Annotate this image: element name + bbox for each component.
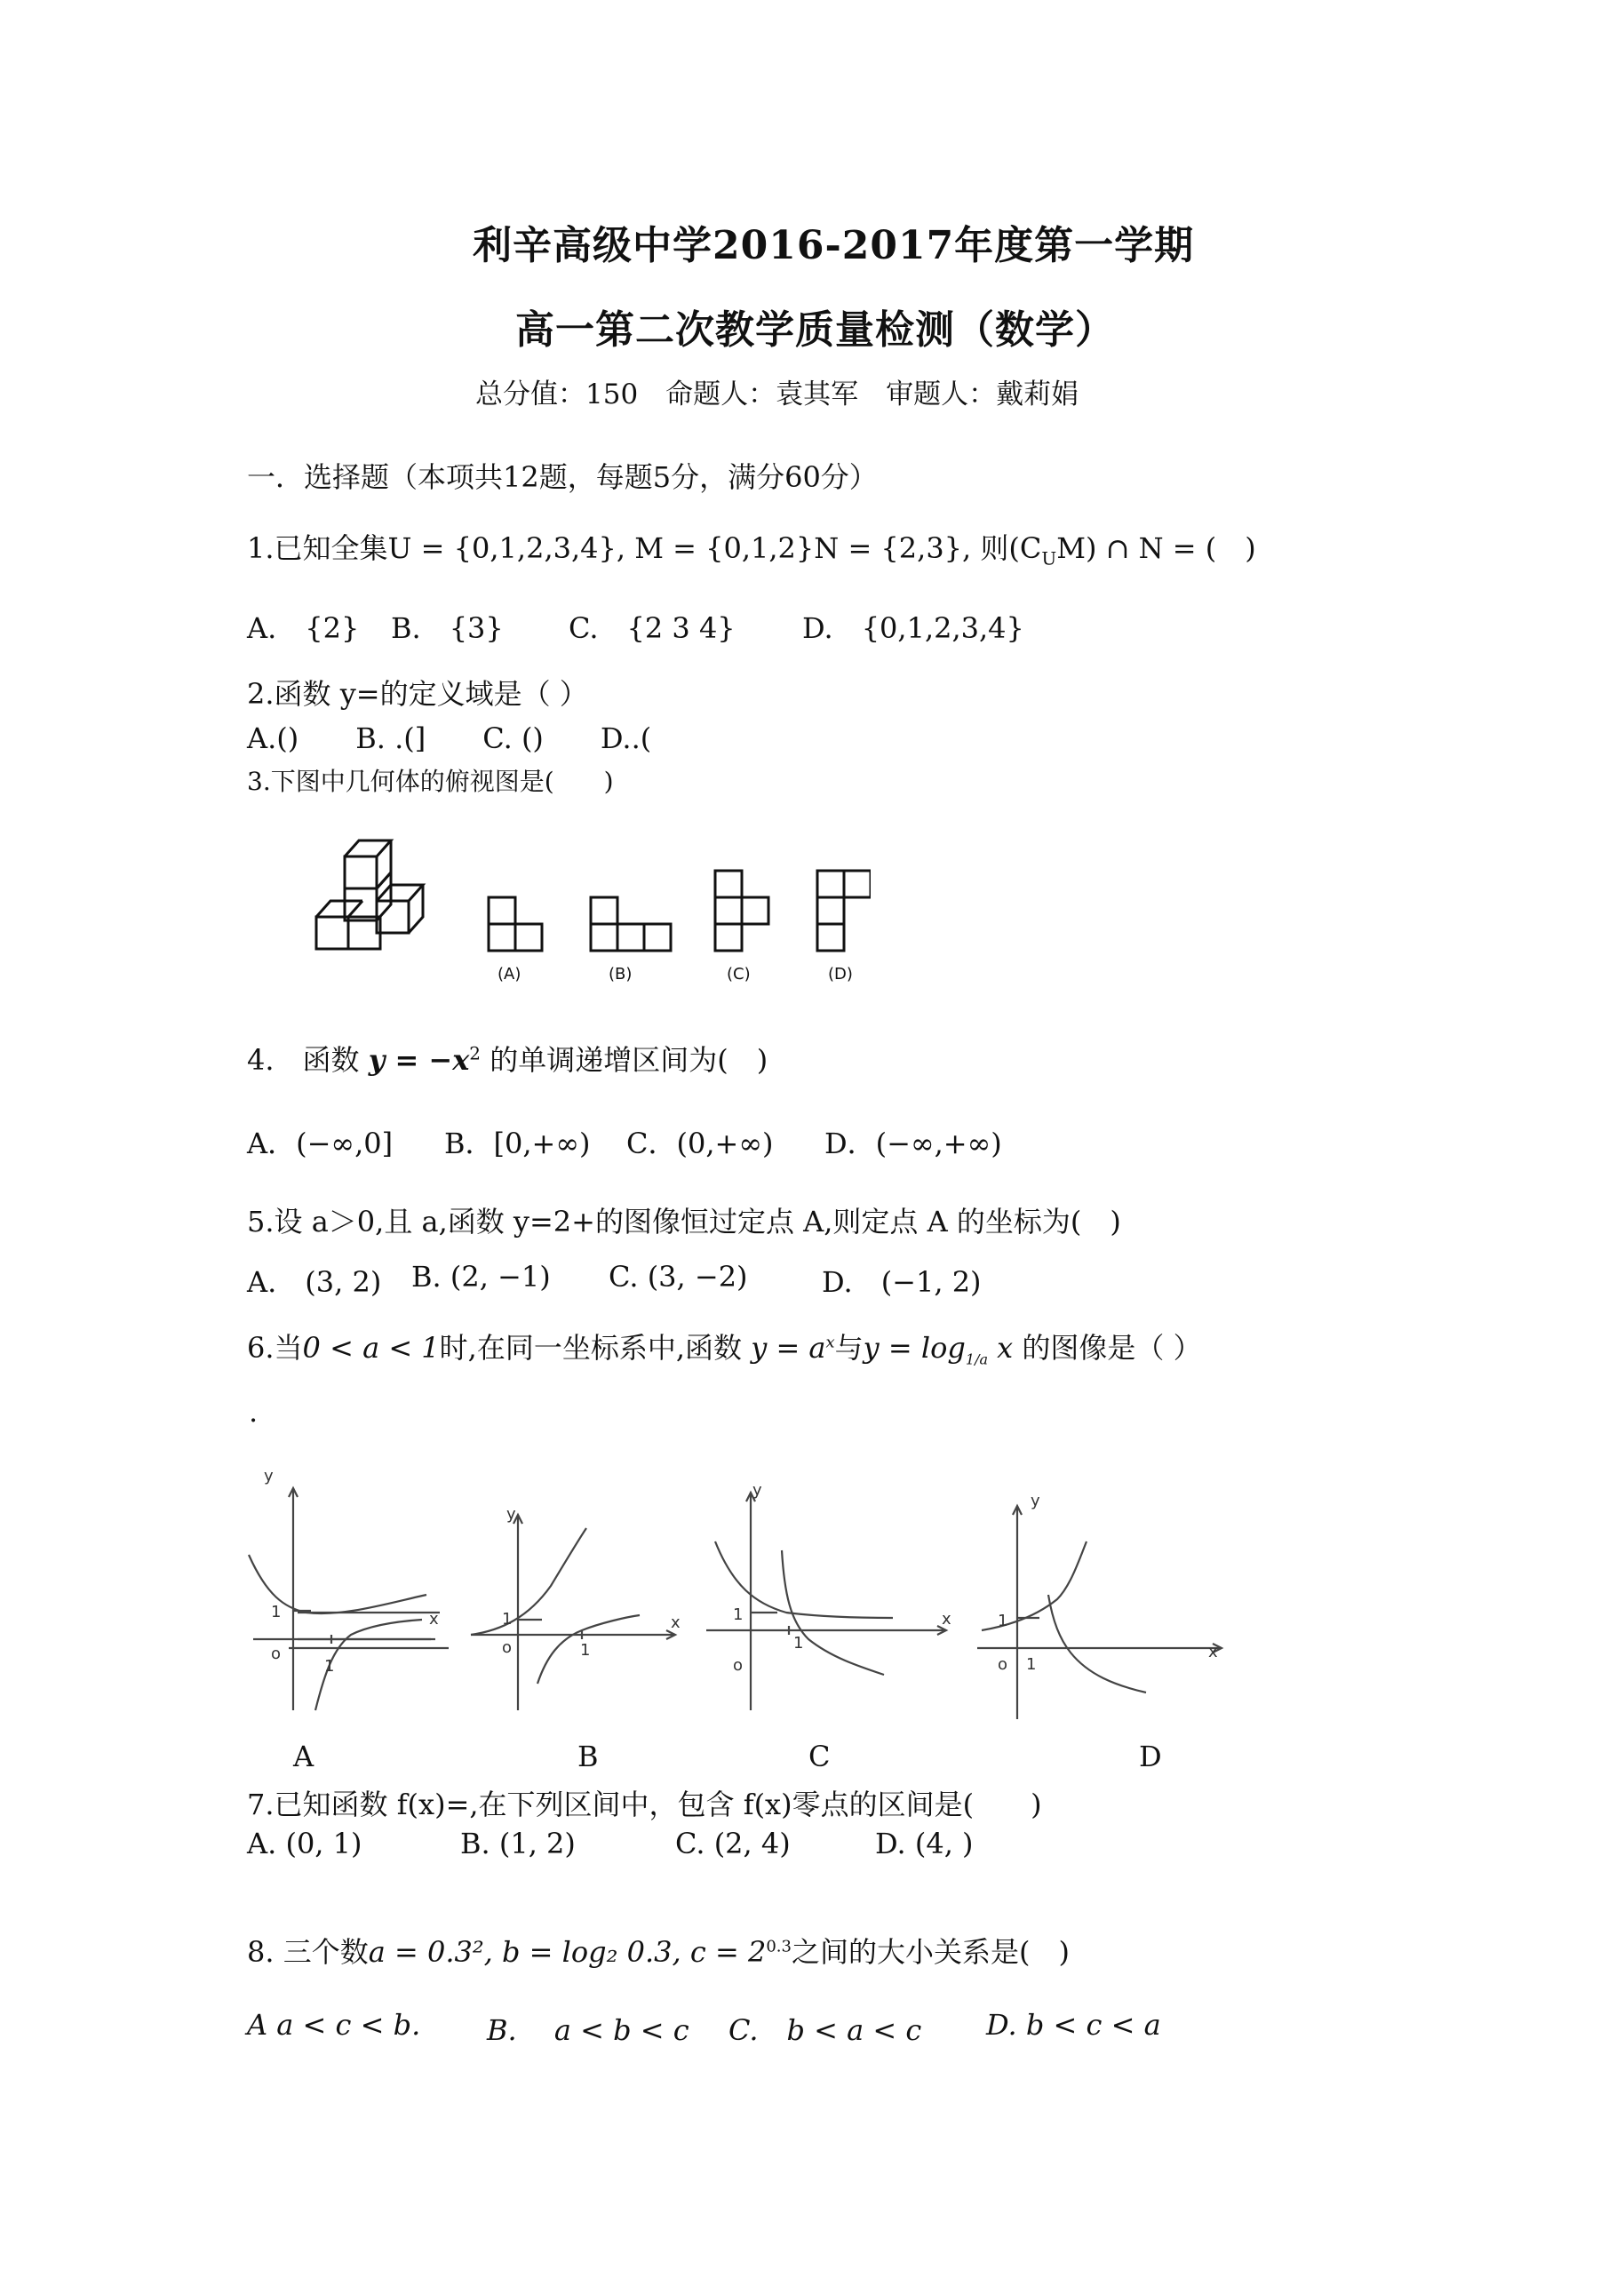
q8-option-b: B. a < b < c [487, 2013, 689, 2047]
q6-d-origin: o [998, 1655, 1008, 1674]
q6-a-axis-y: y [264, 1467, 274, 1486]
q6-c-axis-y: y [752, 1481, 762, 1500]
question-8-stem-pre: 8. 三个数 [247, 1935, 369, 1969]
question-4-stem-post: 的单调递增区间为( ) [481, 1043, 768, 1077]
q6-a-one-y: 1 [271, 1603, 282, 1621]
q6-label-a: A [293, 1740, 314, 1773]
question-4-formula: y = −x [368, 1043, 470, 1077]
question-2-options: A.() B. .(] C. () D..( [247, 721, 652, 755]
question-6-stem-mid: 时,在同一坐标系中,函数 [439, 1331, 752, 1365]
q6-c-origin: o [733, 1656, 744, 1675]
question-6-cond: 0 < a < 1 [302, 1331, 440, 1365]
question-1-stem-end: M) ∩ N = ( ) [1056, 531, 1256, 565]
q7-option-a: A. (0, 1) [247, 1827, 362, 1860]
q3-label-b: (B) [609, 965, 633, 984]
q6-label-c: C [808, 1740, 831, 1773]
q5-option-d: D. (−1, 2) [822, 1265, 982, 1299]
q8-option-c: C. b < a < c [728, 2013, 922, 2047]
exam-meta: 总分值：150 命题人：袁其军 审题人：戴莉娟 [475, 378, 1079, 410]
question-4 [247, 1038, 768, 1079]
q6-graph-d [977, 1506, 1222, 1719]
q6-b-one-x: 1 [580, 1641, 591, 1660]
q4-option-c: C．(0,+∞) [626, 1127, 774, 1160]
q6-graph-a [249, 1488, 449, 1710]
q7-option-b: B. (1, 2) [460, 1827, 576, 1860]
question-8-stem-post: 之间的大小关系是( ) [791, 1935, 1070, 1969]
q4-option-a: A．(−∞,0] [247, 1127, 394, 1160]
q6-b-one-y: 1 [502, 1610, 513, 1629]
question-6-f1-sup: x [825, 1333, 835, 1352]
question-1-stem: 1.已知全集U = {0,1,2,3,4}, M = {0,1,2}N = {2,3}, 则(C [247, 531, 1042, 565]
question-2-stem: 2.函数 y=的定义域是（ ） [247, 677, 588, 711]
q5-option-c: C. (3, −2) [609, 1260, 748, 1294]
q6-b-axis-y: y [506, 1505, 516, 1524]
question-3-stem: 3.下图中几何体的俯视图是( ) [247, 767, 614, 796]
q6-d-axis-y: y [1031, 1492, 1040, 1510]
question-8 [247, 1930, 1070, 1971]
q3-label-d: (D) [828, 965, 853, 984]
q3-option-c-view [715, 871, 768, 951]
q6-d-axis-x: x [1208, 1643, 1218, 1661]
q4-option-b: B．[0,+∞) [444, 1127, 591, 1160]
q8-option-d: D. b < c < a [986, 2008, 1161, 2042]
question-6-f2: y = log [863, 1331, 966, 1365]
page-title: 利辛高级中学2016-2017年度第一学期 [473, 223, 1195, 268]
q6-a-axis-x: x [429, 1610, 439, 1629]
q6-label-b: B [577, 1740, 599, 1773]
q5-option-a: A. (3, 2) [247, 1265, 382, 1299]
q3-figure [302, 835, 871, 995]
question-4-sup: 2 [469, 1042, 482, 1064]
question-6 [247, 1326, 1202, 1367]
question-6-dot: . [249, 1395, 259, 1429]
q3-option-a-view [489, 897, 542, 951]
q6-b-origin: o [502, 1638, 513, 1657]
q3-label-a: (A) [498, 965, 521, 984]
q3-label-c: (C) [727, 965, 751, 984]
q1-option-b: B. {3} [391, 611, 504, 645]
q6-d-one-y: 1 [998, 1612, 1008, 1630]
q6-d-one-x: 1 [1026, 1655, 1037, 1674]
q6-label-d: D [1139, 1740, 1162, 1773]
q6-a-one-x: 1 [324, 1657, 335, 1676]
q3-option-b-view [591, 897, 671, 951]
q3-solid-drawing [316, 840, 423, 949]
q7-option-c: C. (2, 4) [675, 1827, 791, 1860]
question-8-formula: a = 0.3², b = log₂ 0.3, c = 2 [368, 1935, 767, 1969]
question-6-f2-sub: 1/a [965, 1350, 988, 1368]
question-4-stem-pre: 4. 函数 [247, 1043, 369, 1077]
question-6-stem-and: 与 [834, 1331, 864, 1365]
q3-option-d-view [817, 871, 871, 951]
q1-option-d: D. {0,1,2,3,4} [802, 611, 1024, 645]
question-8-sup: 0.3 [766, 1937, 792, 1956]
q6-b-axis-x: x [671, 1613, 681, 1632]
q4-option-d: D．(−∞,+∞) [824, 1127, 1002, 1160]
question-6-f1: y = a [751, 1331, 826, 1365]
question-6-stem-post: 的图像是（ ） [1013, 1331, 1202, 1365]
q6-a-origin: o [271, 1645, 282, 1663]
q6-c-axis-x: x [942, 1610, 951, 1629]
section-heading: 一．选择题（本项共12题，每题5分，满分60分） [247, 460, 878, 494]
question-1 [247, 526, 1256, 569]
q6-graphs [235, 1453, 1248, 1728]
q6-c-one-y: 1 [733, 1605, 744, 1624]
q7-option-d: D. (4, ) [875, 1827, 974, 1860]
question-5-stem: 5.设 a＞0,且 a,函数 y=2+的图像恒过定点 A,则定点 A 的坐标为( ) [247, 1205, 1121, 1239]
question-6-stem-pre: 6.当 [247, 1331, 303, 1365]
q1-option-c: C. {2 3 4} [569, 611, 736, 645]
question-6-f2-var: x [988, 1331, 1014, 1365]
question-1-sub: U [1041, 547, 1057, 570]
q1-option-a: A. {2} [247, 611, 360, 645]
q6-graph-c [706, 1493, 946, 1710]
q6-c-one-x: 1 [793, 1634, 804, 1653]
page-subtitle: 高一第二次教学质量检测（数学） [515, 307, 1115, 353]
q8-option-a: A a < c < b. [247, 2008, 421, 2042]
question-7-stem: 7.已知函数 f(x)=,在下列区间中，包含 f(x)零点的区间是( ) [247, 1788, 1042, 1821]
q5-option-b: B. (2, −1) [411, 1260, 551, 1294]
